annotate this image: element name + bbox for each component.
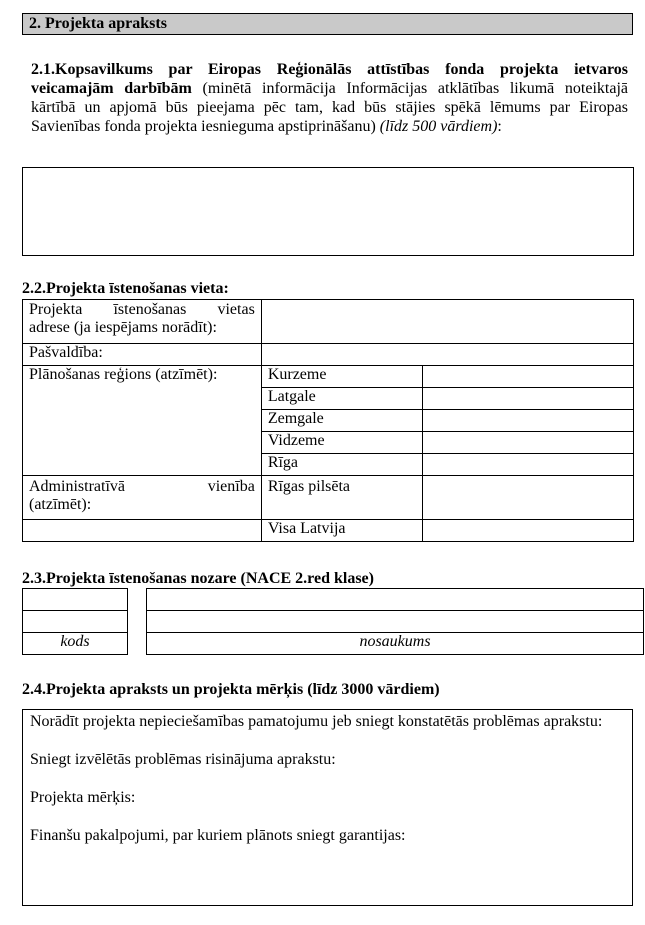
location-table [22,299,634,542]
address-input[interactable] [261,300,633,344]
summary-heading: 2.1.Kopsavilkums par Eiropas Reģionālās attīstības fonda projekta ietvaros veicamajām darbībām [31,61,628,97]
description-heading: 2.4.Projekta apraksts un projekta mērķis (līdz 3000 vārdiem) [22,681,440,698]
summary-word-limit: (līdz 500 vārdiem) [379,118,498,135]
summary-colon: : [497,118,502,135]
admin-all-latvia: Visa Latvija [261,520,422,542]
financial-services-prompt: Finanšu pakalpojumi, par kuriem plānots sniegt garantijas: [30,827,406,844]
admin-riga-city-mark[interactable] [422,476,633,520]
admin-all-latvia-mark[interactable] [422,520,633,542]
region-latgale-mark[interactable] [422,388,633,410]
admin-riga-city: Rīgas pilsēta [261,476,422,520]
table-row [23,300,634,344]
location-heading: 2.2.Projekta īstenošanas vieta: [22,280,229,297]
section-header [22,13,633,35]
nace-heading: 2.3.Projekta īstenošanas nozare (NACE 2.red klase) [22,570,374,587]
goal-prompt: Projekta mērķis: [30,789,136,806]
address-label-cell [23,300,262,344]
municipality-label: Pašvaldība: [23,344,262,366]
nace-code-cell-2[interactable] [22,610,128,633]
nace-name-cell-2[interactable] [146,610,644,633]
region-riga-mark[interactable] [422,454,633,476]
need-justification-prompt: Norādīt projekta nepieciešamības pamatojumu jeb sniegt konstatētās problēmas aprakstu: [30,713,603,730]
table-row [23,366,634,388]
admin-word2: vienība [207,478,255,495]
table-row [23,476,634,520]
nace-code-label: kods [22,632,128,655]
admin-empty-cell [23,520,262,542]
region-vidzeme: Vidzeme [261,432,422,454]
table-row [23,520,634,542]
admin-unit-label-line1 [29,478,255,496]
summary-instructions [31,60,628,136]
nace-name-label: nosaukums [146,632,644,655]
nace-code-cell-1[interactable] [22,588,128,611]
nace-name-cell-1[interactable] [146,588,644,611]
admin-word1: Administratīvā [29,478,125,495]
section-title: 2. Projekta apraksts [29,15,167,32]
region-kurzeme: Kurzeme [261,366,422,388]
summary-textbox[interactable] [22,167,634,256]
description-textbox[interactable] [22,709,633,906]
admin-unit-label [23,476,262,520]
region-latgale: Latgale [261,388,422,410]
region-zemgale: Zemgale [261,410,422,432]
table-row [23,344,634,366]
address-label-line1: Projekta īstenošanas vietas [29,301,255,318]
region-riga: Rīga [261,454,422,476]
region-kurzeme-mark[interactable] [422,366,633,388]
solution-prompt: Sniegt izvēlētās problēmas risinājuma aprakstu: [30,751,336,768]
region-label: Plānošanas reģions (atzīmēt): [23,366,262,476]
summary-note: (minētā informācija Informācijas atklātības likumā noteiktajā kārtībā un apjomā būs pieejama pēc tam, kad būs stājies spēkā lēmums par Eiropas Savienības fonda projekta iesnieguma apstiprināšanu) [31,80,629,135]
admin-unit-label-line2: (atzīmēt): [29,496,92,513]
region-vidzeme-mark[interactable] [422,432,633,454]
municipality-input[interactable] [261,344,633,366]
address-label-line2: adrese (ja iespējams norādīt): [29,319,217,336]
region-zemgale-mark[interactable] [422,410,633,432]
